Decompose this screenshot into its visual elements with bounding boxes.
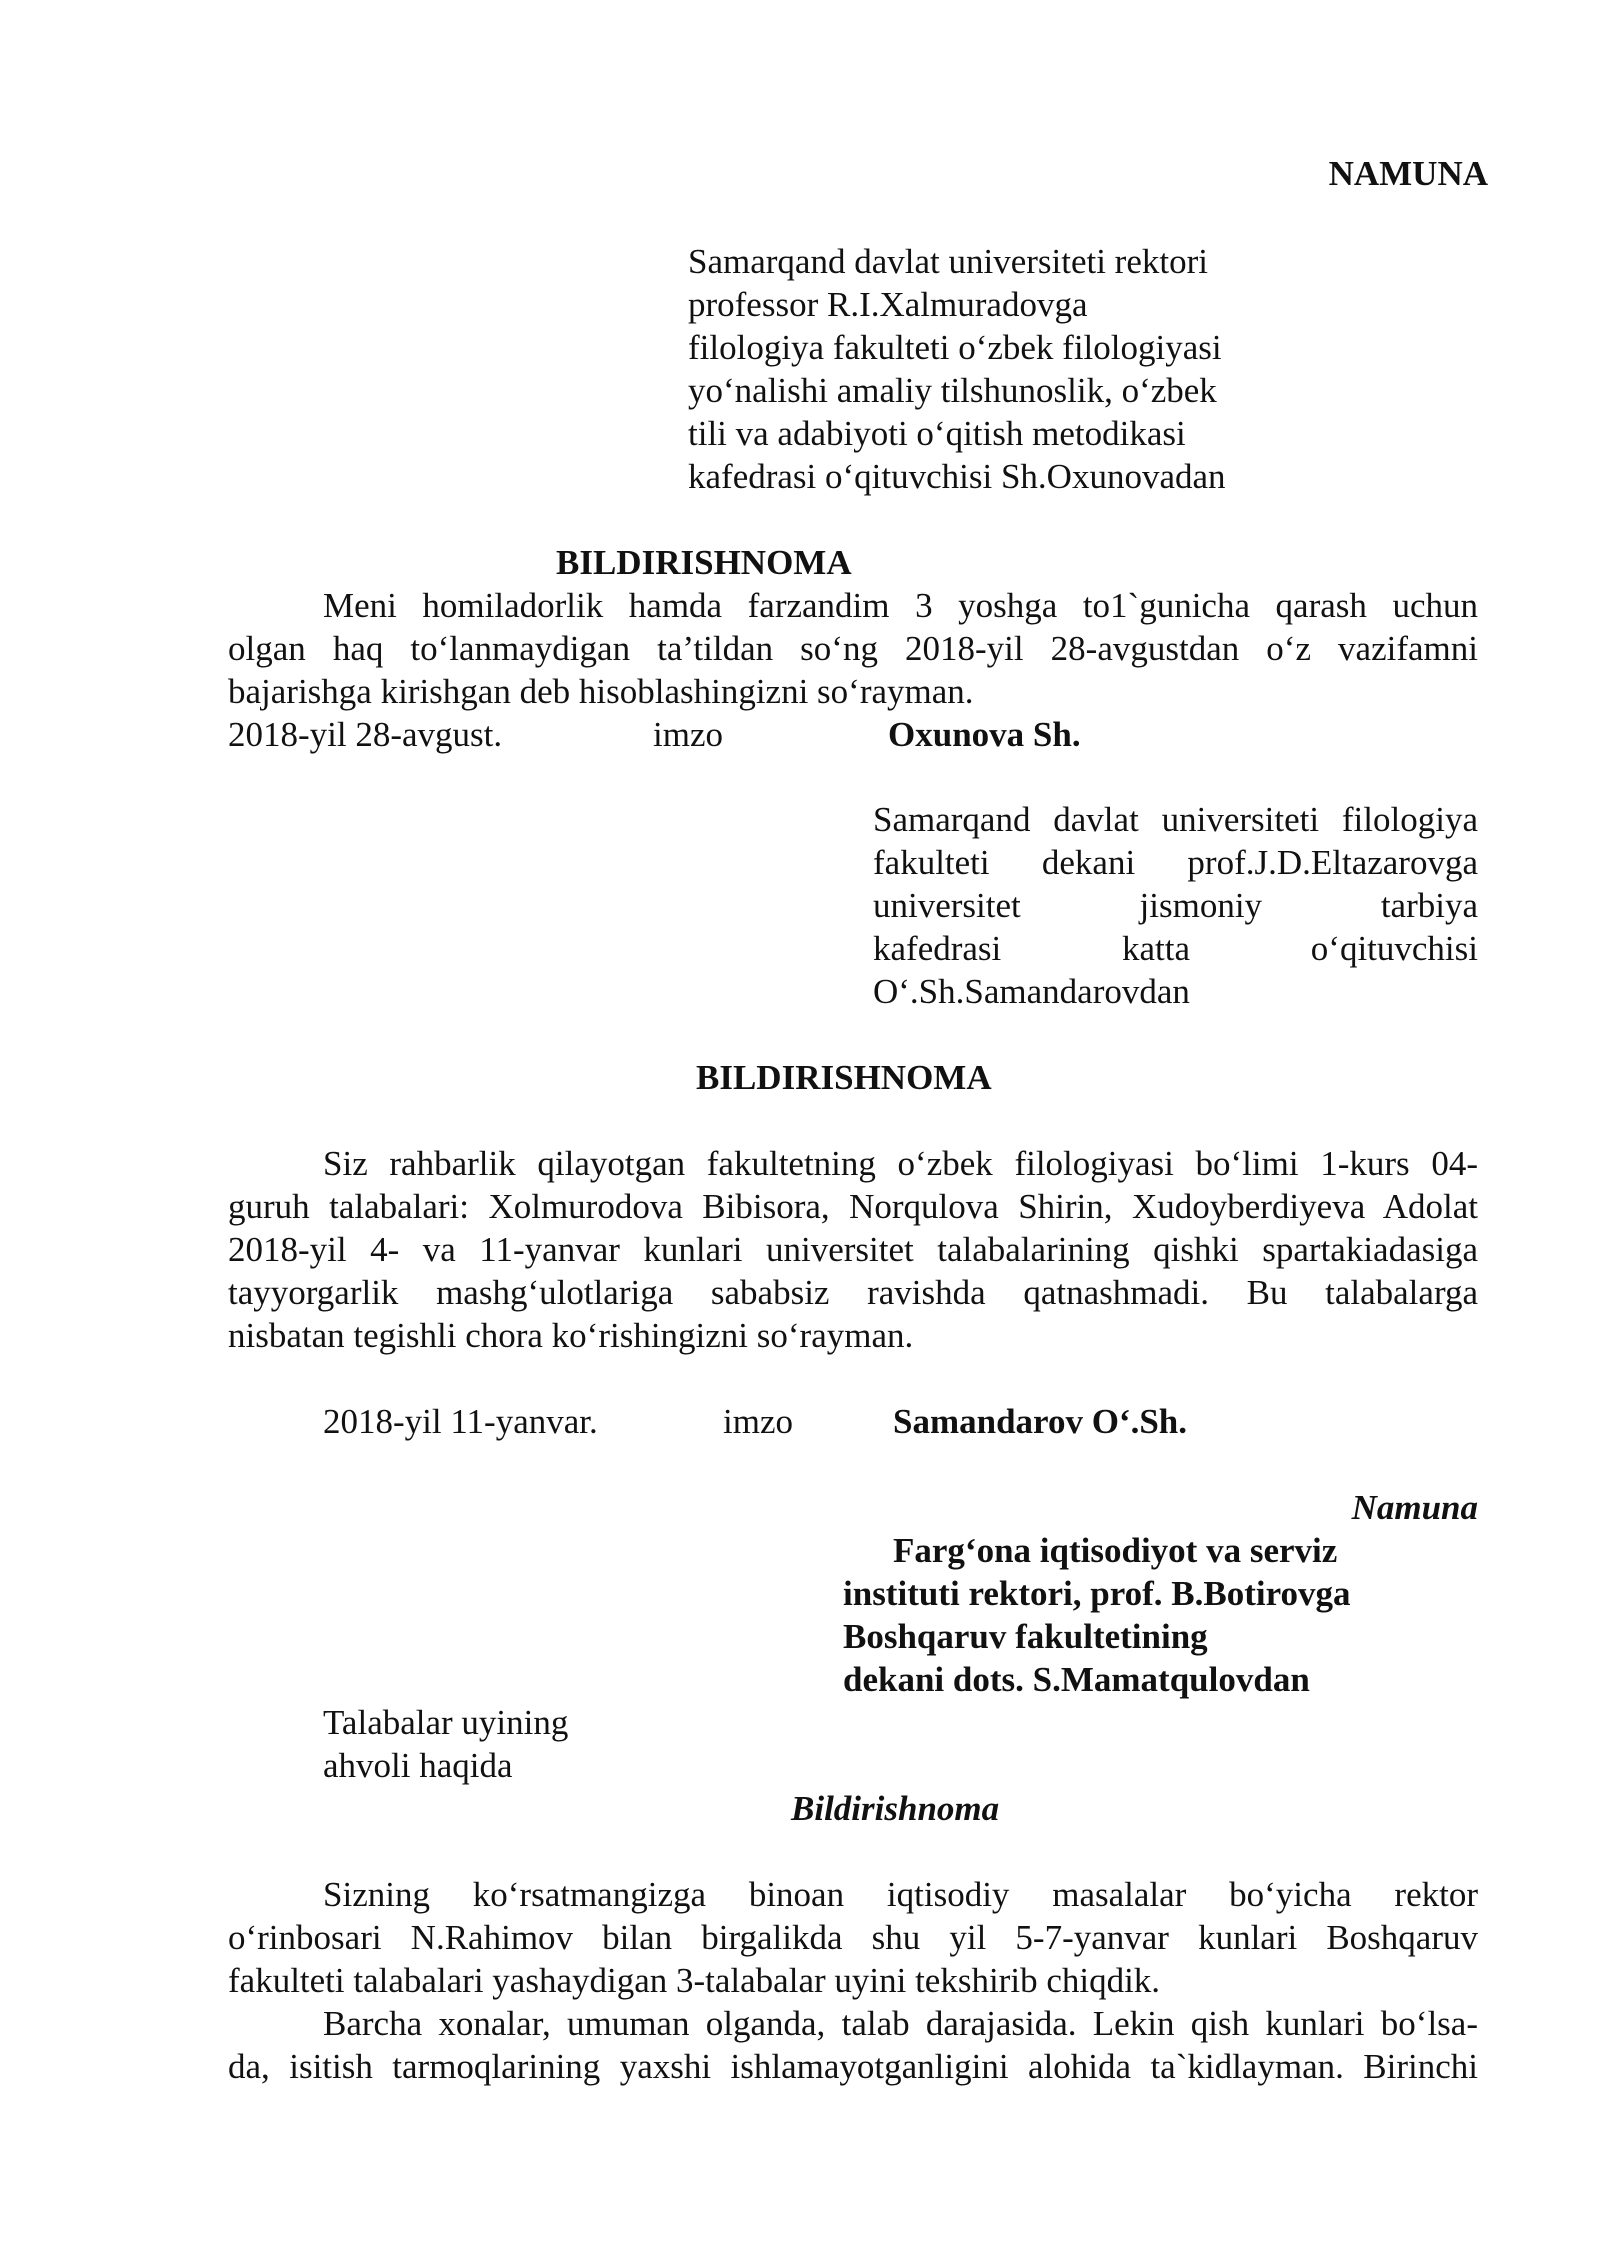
addressee-line: Samarqand davlat universiteti rektori [688, 242, 1208, 281]
addressee-line: kafedrasi o‘qituvchisi Sh.Oxunovadan [688, 457, 1226, 496]
signer-name: Oxunova Sh. [888, 715, 1081, 754]
body-line: Siz rahbarlik qilayotgan fakultetning o‘zbek filologiyasi bo‘limi 1-kurs 04- [323, 1144, 1478, 1183]
body-line: bajarishga kirishgan deb hisoblashingizni so‘rayman. [228, 672, 974, 711]
addressee-line: instituti rektori, prof. B.Botirovga [843, 1574, 1351, 1613]
namuna-label: Namuna [1351, 1488, 1478, 1527]
document-title: BILDIRISHNOMA [556, 543, 852, 582]
namuna-label: NAMUNA [1328, 154, 1488, 193]
body-line: Barcha xonalar, umuman olganda, talab darajasida. Lekin qish kunlari bo‘lsa- [323, 2004, 1478, 2043]
addressee-line: yo‘nalishi amaliy tilshunoslik, o‘zbek [688, 371, 1217, 410]
signature-label: imzo [723, 1402, 793, 1441]
addressee-line: universitet jismoniy tarbiya [873, 886, 1478, 925]
subject-line: Talabalar uyining [323, 1703, 569, 1742]
body-line: da, isitish tarmoqlarining yaxshi ishlamayotganligini alohida ta`kidlayman. Birinchi [228, 2047, 1478, 2086]
document-title: BILDIRISHNOMA [696, 1058, 992, 1097]
body-line: 2018-yil 4- va 11-yanvar kunlari universitet talabalarining qishki spartakiadasiga [228, 1230, 1478, 1269]
body-line: tayyorgarlik mashg‘ulotlariga sababsiz ravishda qatnashmadi. Bu talabalarga [228, 1273, 1478, 1312]
addressee-line: filologiya fakulteti o‘zbek filologiyasi [688, 328, 1222, 367]
body-line: Sizning ko‘rsatmangizga binoan iqtisodiy masalalar bo‘yicha rektor [323, 1875, 1478, 1914]
body-line: o‘rinbosari N.Rahimov bilan birgalikda shu yil 5-7-yanvar kunlari Boshqaruv [228, 1918, 1478, 1957]
date: 2018-yil 28-avgust. [228, 715, 503, 754]
subject-line: ahvoli haqida [323, 1746, 513, 1785]
body-line: fakulteti talabalari yashaydigan 3-talabalar uyini tekshirib chiqdik. [228, 1961, 1161, 2000]
date: 2018-yil 11-yanvar. [323, 1402, 598, 1441]
addressee-line: kafedrasi katta o‘qituvchisi [873, 929, 1478, 968]
addressee-line: Farg‘ona iqtisodiyot va serviz [893, 1531, 1338, 1570]
addressee-line: fakulteti dekani prof.J.D.Eltazarovga [873, 843, 1478, 882]
body-line: nisbatan tegishli chora ko‘rishingizni so‘rayman. [228, 1316, 914, 1355]
document-title: Bildirishnoma [791, 1789, 1000, 1828]
addressee-line: dekani dots. S.Mamatqulovdan [843, 1660, 1310, 1699]
signer-name: Samandarov O‘.Sh. [893, 1402, 1188, 1441]
addressee-line: O‘.Sh.Samandarovdan [873, 972, 1190, 1011]
addressee-line: professor R.I.Xalmuradovga [688, 285, 1088, 324]
body-line: Meni homiladorlik hamda farzandim 3 yoshga to1`gunicha qarash uchun [323, 586, 1478, 625]
addressee-line: tili va adabiyoti o‘qitish metodikasi [688, 414, 1186, 453]
body-line: guruh talabalari: Xolmurodova Bibisora, Norqulova Shirin, Xudoyberdiyeva Adolat [228, 1187, 1478, 1226]
body-line: olgan haq to‘lanmaydigan ta’tildan so‘ng 2018-yil 28-avgustdan o‘z vazifamni [228, 629, 1478, 668]
addressee-line: Boshqaruv fakultetining [843, 1617, 1208, 1656]
signature-label: imzo [653, 715, 723, 754]
addressee-line: Samarqand davlat universiteti filologiya [873, 800, 1478, 839]
